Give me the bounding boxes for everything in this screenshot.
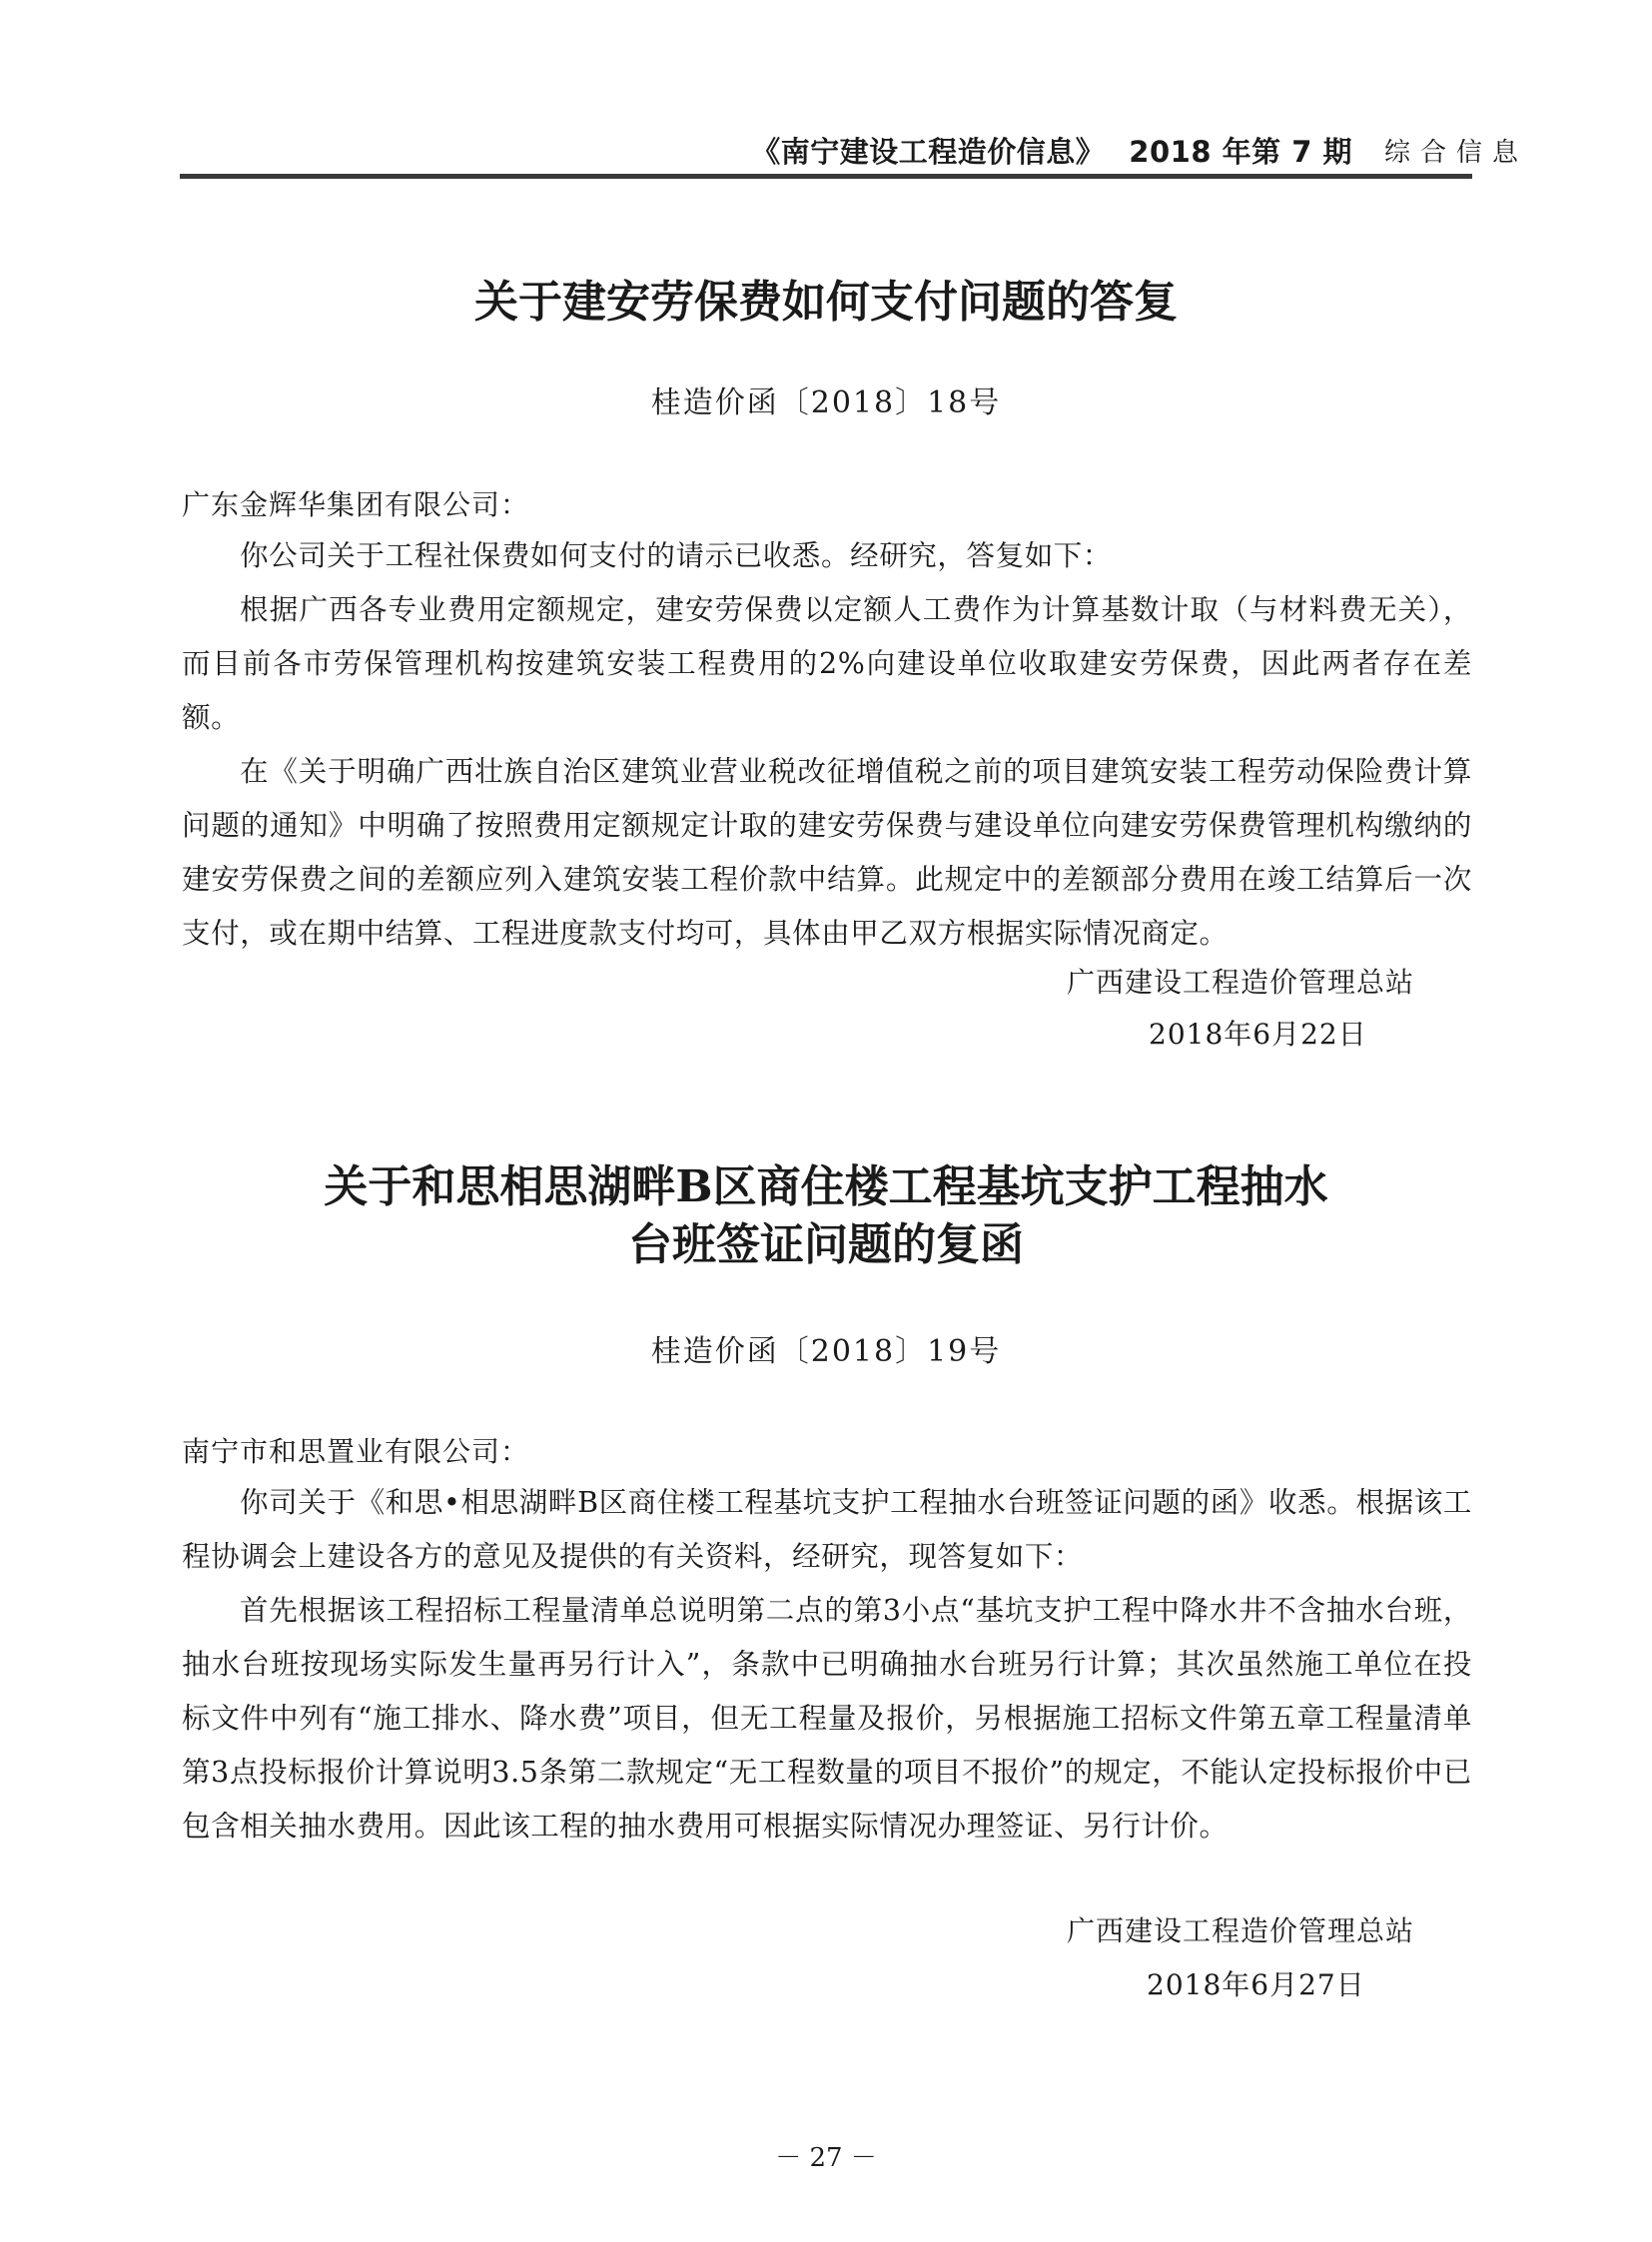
article-2-body xyxy=(182,1476,1472,1854)
article-1-doc-number: 桂造价函〔2018〕18号 xyxy=(650,385,1002,420)
article-2-signature-date: 2018年6月27日 xyxy=(1147,1968,1365,2001)
article-1-title xyxy=(180,274,1472,332)
running-header xyxy=(751,126,1528,174)
journal-name: 《南宁建设工程造价信息》 xyxy=(751,134,1106,169)
article-1-signature-date: 2018年6月22日 xyxy=(1149,1018,1367,1051)
article-1-paragraph: 在《关于明确广西壮族自治区建筑业营业税改征增值税之前的项目建筑安装工程劳动保险费计算问题的通知》中明确了按照费用定额规定计取的建安劳保费与建设单位向建安劳保费管理机构缴纳的建安劳保费之间的差额应列入建筑安装工程价款中结算。此规定中的差额部分费用在竣工结算后一次支付，或在期中结算、工程进度款支付均可，具体由甲乙双方根据实际情况商定。 xyxy=(182,755,1472,950)
page-number: － 27 － xyxy=(775,2143,877,2173)
article-2-title xyxy=(180,1158,1472,1274)
article-2-doc-number: 桂造价函〔2018〕19号 xyxy=(650,1334,1002,1369)
header-rule xyxy=(180,174,1472,179)
article-1-body xyxy=(182,529,1472,961)
article-1-paragraph: 你公司关于工程社保费如何支付的请示已收悉。经研究，答复如下： xyxy=(240,539,1113,572)
article-2-addressee: 南宁市和思置业有限公司： xyxy=(182,1435,530,1468)
article-2-title-line: 台班签证问题的复函 xyxy=(628,1219,1024,1270)
section-label: 综合信息 xyxy=(1383,137,1528,168)
article-2-paragraph: 你司关于《和思•相思湖畔B区商住楼工程基坑支护工程抽水台班签证问题的函》收悉。根据该工程协调会上建设各方的意见及提供的有关资料，经研究，现答复如下： xyxy=(182,1486,1472,1573)
article-2-signature-org: 广西建设工程造价管理总站 xyxy=(1067,1914,1415,1947)
article-1-paragraph: 根据广西各专业费用定额规定，建安劳保费以定额人工费作为计算基数计取（与材料费无关），而目前各市劳保管理机构按建筑安装工程费用的2%向建设单位收取建安劳保费，因此两者存在差额。 xyxy=(182,593,1472,734)
article-1-title-line: 关于建安劳保费如何支付问题的答复 xyxy=(474,277,1178,328)
article-1-signature-org: 广西建设工程造价管理总站 xyxy=(1067,966,1415,999)
article-2-paragraph: 首先根据该工程招标工程量清单总说明第二点的第3小点“基坑支护工程中降水井不含抽水台班，抽水台班按现场实际发生量再另行计入”，条款中已明确抽水台班另行计算；其次虽然施工单位在投标文件中列有“施工排水、降水费”项目，但无工程量及报价，另根据施工招标文件第五章工程量清单第3点投标报价计算说明3.5条第二款规定“无工程数量的项目不报价”的规定，不能认定投标报价中已包含相关抽水费用。因此该工程的抽水费用可根据实际情况办理签证、另行计价。 xyxy=(182,1594,1472,1843)
issue-label: 2018 年第 7 期 xyxy=(1129,134,1352,169)
article-1-addressee: 广东金辉华集团有限公司： xyxy=(182,488,530,521)
article-2-title-line: 关于和思相思湖畔B区商住楼工程基坑支护工程抽水 xyxy=(324,1161,1328,1212)
